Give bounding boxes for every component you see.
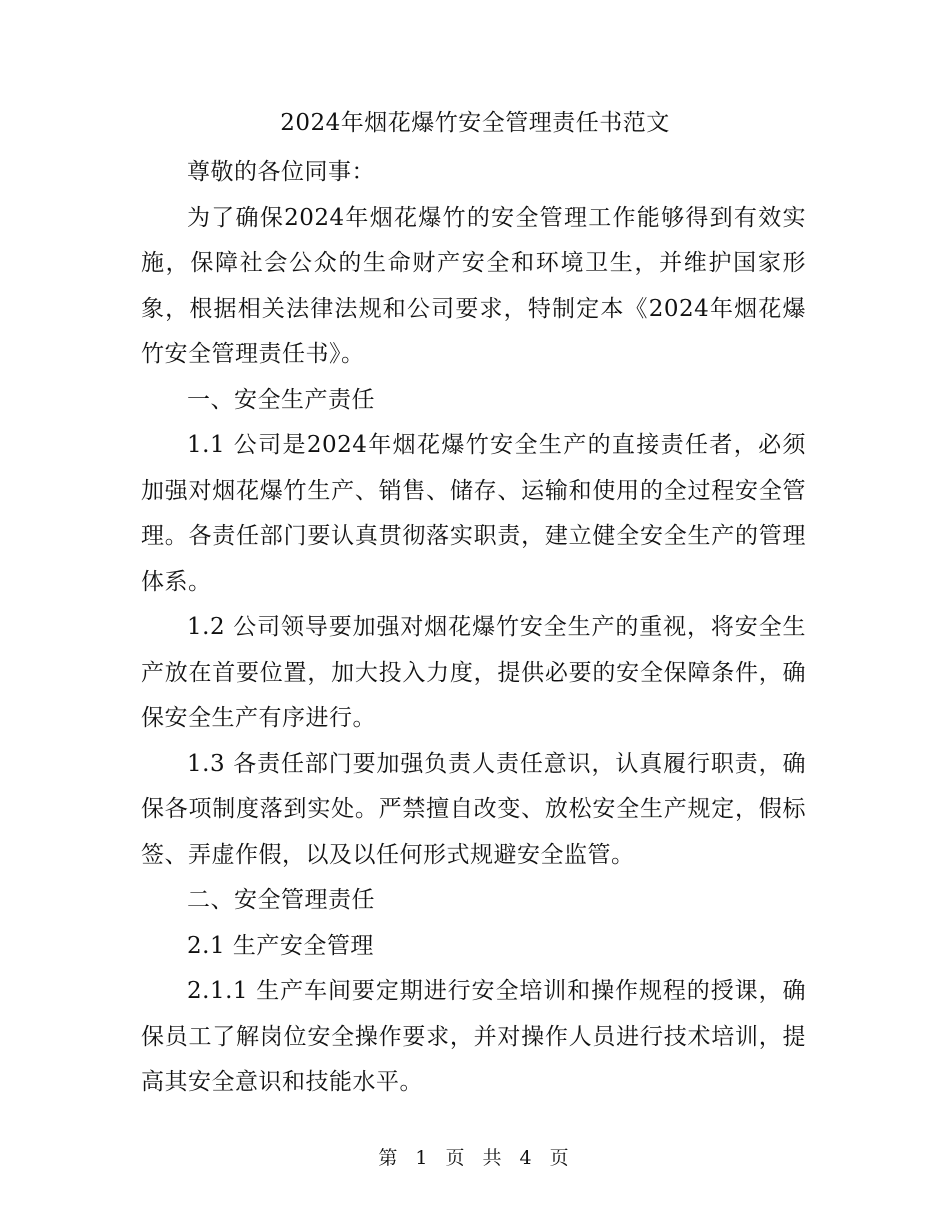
salutation: 尊敬的各位同事： (187, 159, 375, 185)
clause-1-3: 1.3 各责任部门要加强负责人责任意识，认真履行职责，确保各项制度落到实处。严禁擅自改变、放松安全生产规定，假标签、弄虚作假，以及以任何形式规避安全监管。 (141, 750, 806, 868)
section-heading-2: 二、安全管理责任 (187, 887, 375, 913)
document-body (141, 150, 806, 1106)
clause-2-1-1: 2.1.1 生产车间要定期进行安全培训和操作规程的授课，确保员工了解岗位安全操作要求，并对操作人员进行技术培训，提高其安全意识和技能水平。 (141, 978, 806, 1095)
clause-1-2: 1.2 公司领导要加强对烟花爆竹安全生产的重视，将安全生产放在首要位置，加大投入力度，提供必要的安全保障条件，确保安全生产有序进行。 (141, 614, 806, 731)
intro-paragraph: 为了确保2024年烟花爆竹的安全管理工作能够得到有效实施，保障社会公众的生命财产安全和环境卫生，并维护国家形象，根据相关法律法规和公司要求，特制定本《2024年烟花爆竹安全管理责任书》。 (141, 204, 806, 367)
subsection-heading-2-1: 2.1 生产安全管理 (187, 932, 374, 959)
clause-1-1: 1.1 公司是2024年烟花爆竹安全生产的直接责任者，必须加强对烟花爆竹生产、销售、储存、运输和使用的全过程安全管理。各责任部门要认真贯彻落实职责，建立健全安全生产的管理体系。 (141, 432, 806, 595)
page-footer: 第 1 页 共 4 页 (378, 1147, 572, 1169)
document-title: 2024年烟花爆竹安全管理责任书范文 (280, 110, 670, 136)
section-heading-1: 一、安全生产责任 (187, 386, 375, 413)
